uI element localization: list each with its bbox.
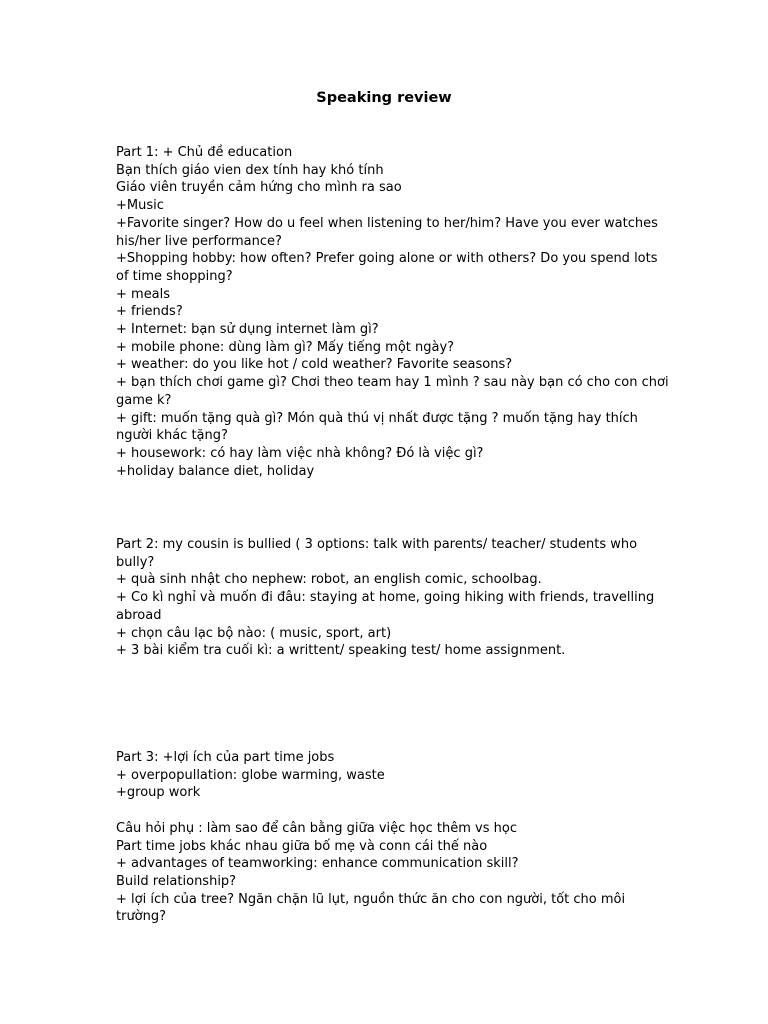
text-line: + friends? [116, 304, 183, 320]
text-line: + chọn câu lạc bộ nào: ( music, sport, art) [116, 625, 392, 641]
text-line: + lợi ích của tree? Ngăn chặn lũ lụt, nguồn thức ăn cho con người, tốt cho môi [116, 891, 626, 907]
text-line: người khác tặng? [116, 428, 228, 444]
text-line: + quà sinh nhật cho nephew: robot, an english comic, schoolbag. [116, 572, 542, 588]
text-line: + Internet: bạn sử dụng internet làm gì? [116, 322, 379, 338]
text-line: Câu hỏi phụ : làm sao để cân bằng giữa việc học thêm vs học [116, 820, 517, 836]
text-line: + overpopullation: globe warming, waste [116, 767, 385, 783]
page-title: Speaking review [316, 90, 452, 106]
text-line: + mobile phone: dùng làm gì? Mấy tiếng một ngày? [116, 339, 455, 355]
part-3-section [116, 749, 656, 926]
text-line: +group work [116, 785, 201, 801]
text-line: Bạn thích giáo vien dex tính hay khó tính [116, 162, 384, 178]
text-line: Part 2: my cousin is bullied ( 3 options: talk with parents/ teacher/ students who [116, 537, 638, 552]
text-line: trường? [116, 909, 167, 925]
part-2-section [116, 536, 656, 660]
text-line: bully? [116, 554, 155, 570]
text-line: + advantages of teamworking: enhance communication skill? [116, 856, 519, 872]
text-line: + weather: do you like hot / cold weather? Favorite seasons? [116, 357, 513, 373]
text-line: Giáo viên truyền cảm hứng cho mình ra sao [116, 180, 402, 196]
text-line: abroad [116, 607, 162, 623]
text-line: +Shopping hobby: how often? Prefer going alone or with others? Do you spend lots [116, 251, 658, 267]
text-line: +Favorite singer? How do u feel when listening to her/him? Have you ever watches [116, 215, 658, 231]
text-line: his/her live performance? [116, 233, 282, 249]
text-line: + bạn thích chơi game gì? Chơi theo team hay 1 mình ? sau này bạn có cho con chơi [116, 375, 669, 391]
text-line: +Music [116, 198, 164, 214]
text-line: game k? [116, 392, 172, 408]
text-line: + gift: muốn tặng quà gì? Món quà thú vị nhất được tặng ? muốn tặng hay thích [116, 410, 638, 426]
text-line: + meals [116, 286, 171, 302]
text-line: +holiday balance diet, holiday [116, 463, 315, 479]
text-line: Build relationship? [116, 873, 237, 889]
text-line: + 3 bài kiểm tra cuối kì: a writtent/ speaking test/ home assignment. [116, 643, 566, 659]
text-line: + Co kì nghỉ và muốn đi đâu: staying at home, going hiking with friends, travelling [116, 590, 655, 606]
text-line: Part time jobs khác nhau giữa bố mẹ và conn cái thế nào [116, 838, 488, 854]
paragraph-gap [116, 802, 656, 820]
text-line: + housework: có hay làm việc nhà không? Đó là việc gì? [116, 445, 484, 461]
part-1-section [116, 144, 669, 480]
text-line: Part 3: +lợi ích của part time jobs [116, 750, 335, 765]
text-line: Part 1: + Chủ đề education [116, 145, 293, 160]
text-line: of time shopping? [116, 268, 233, 284]
